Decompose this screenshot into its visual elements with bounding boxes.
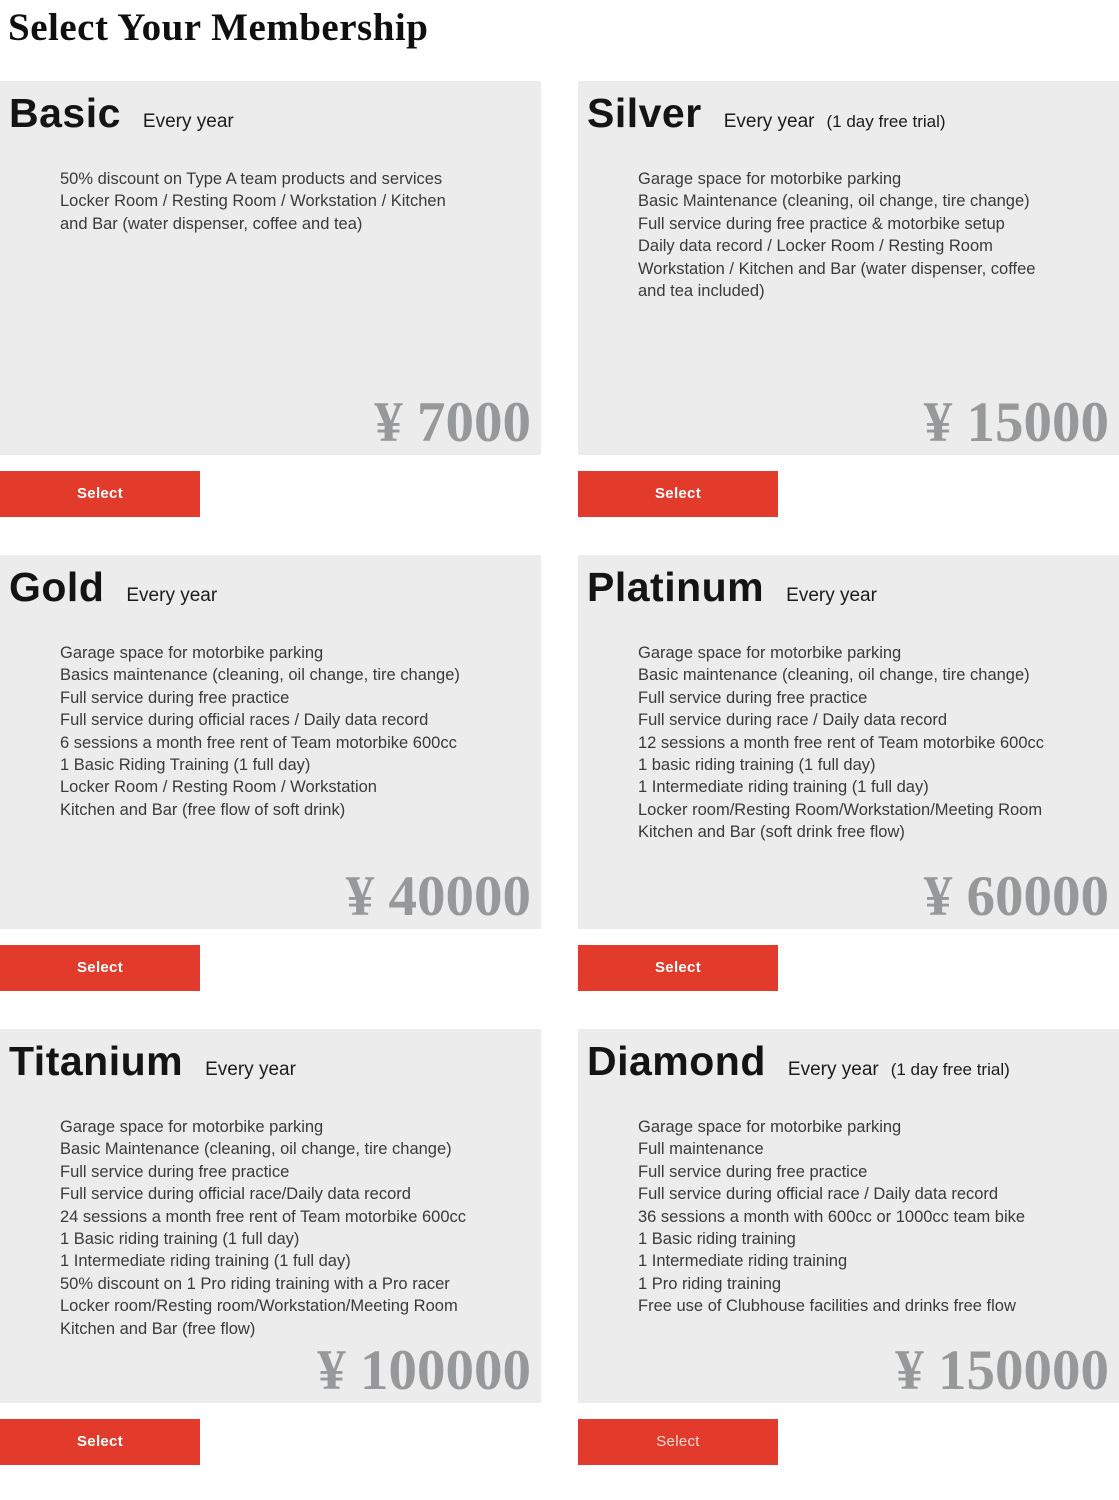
membership-card-basic	[0, 81, 541, 455]
membership-cell-gold	[0, 555, 541, 991]
feature-line: Basics maintenance (cleaning, oil change, tire change)	[60, 666, 460, 685]
feature-line: Garage space for motorbike parking	[638, 1117, 902, 1136]
feature-line: and tea included)	[638, 281, 765, 300]
feature-line: 36 sessions a month with 600cc or 1000cc team bike	[638, 1207, 1026, 1226]
billing-cycle-label: Every year	[786, 584, 877, 606]
card-name: Silver	[587, 89, 702, 136]
feature-line: Full service during race / Daily data record	[638, 711, 948, 730]
feature-line: Locker room/Resting room/Workstation/Meeting Room	[60, 1297, 458, 1316]
membership-cell-basic	[0, 81, 541, 517]
feature-line: Full service during official race / Daily data record	[638, 1185, 999, 1204]
billing-cycle-label: Every year	[723, 110, 815, 132]
price-label-platinum: ¥ 60000	[923, 864, 1109, 928]
feature-list	[0, 168, 541, 235]
feature-line: 24 sessions a month free rent of Team motorbike 600cc	[60, 1207, 466, 1226]
feature-line: Free use of Clubhouse facilities and drinks free flow	[638, 1297, 1016, 1316]
feature-line: Basic Maintenance (cleaning, oil change, tire change)	[60, 1140, 452, 1159]
price-label-diamond: ¥ 150000	[895, 1338, 1109, 1402]
feature-line: Full service during free practice	[638, 688, 868, 707]
price-label-gold: ¥ 40000	[345, 864, 531, 928]
membership-cell-silver	[578, 81, 1119, 517]
card-title-row	[0, 91, 541, 136]
feature-line: Kitchen and Bar (free flow of soft drink)	[60, 800, 346, 819]
feature-line: Garage space for motorbike parking	[638, 643, 902, 662]
feature-list	[578, 168, 1119, 302]
free-trial-label: (1 day free trial)	[826, 111, 946, 131]
feature-line: Full service during free practice	[638, 1162, 868, 1181]
feature-line: Daily data record / Locker Room / Resting Room	[638, 237, 993, 256]
feature-line: 1 Basic Riding Training (1 full day)	[60, 755, 311, 774]
billing-cycle-label: Every year	[787, 1058, 879, 1080]
feature-line: 1 Basic riding training (1 full day)	[60, 1229, 300, 1248]
price-label-titanium: ¥ 100000	[317, 1338, 531, 1402]
card-title-row	[0, 1039, 541, 1084]
feature-line: 6 sessions a month free rent of Team motorbike 600cc	[60, 733, 457, 752]
feature-line: Full maintenance	[638, 1140, 764, 1159]
price-label-basic: ¥ 7000	[374, 390, 531, 454]
card-title-row	[0, 565, 541, 610]
feature-line: 1 Intermediate riding training	[638, 1252, 848, 1271]
feature-line: 12 sessions a month free rent of Team motorbike 600cc	[638, 733, 1044, 752]
billing-cycle-label: Every year	[205, 1058, 296, 1080]
feature-line: Full service during free practice	[60, 688, 290, 707]
feature-line: 50% discount on 1 Pro riding training with a Pro racer	[60, 1274, 450, 1293]
feature-line: Full service during free practice	[60, 1162, 290, 1181]
select-button-silver[interactable]: Select	[578, 471, 778, 517]
feature-line: 50% discount on Type A team products and services	[60, 169, 443, 188]
card-title-row	[578, 565, 1119, 610]
feature-line: Full service during official race/Daily data record	[60, 1185, 411, 1204]
feature-line: Locker room/Resting Room/Workstation/Meeting Room	[638, 800, 1043, 819]
feature-line: Kitchen and Bar (soft drink free flow)	[638, 823, 905, 842]
feature-line: Kitchen and Bar (free flow)	[60, 1319, 256, 1338]
membership-card-platinum	[578, 555, 1119, 929]
price-label-silver: ¥ 15000	[923, 390, 1109, 454]
select-button-gold[interactable]: Select	[0, 945, 200, 991]
feature-line: Locker Room / Resting Room / Workstation / Kitchen	[60, 192, 446, 211]
billing-cycle-label: Every year	[142, 110, 234, 132]
feature-list	[578, 642, 1119, 844]
feature-line: Garage space for motorbike parking	[60, 643, 324, 662]
feature-line: 1 Basic riding training	[638, 1229, 796, 1248]
card-name: Basic	[9, 89, 121, 136]
feature-line: Locker Room / Resting Room / Workstation	[60, 778, 377, 797]
feature-line: Basic maintenance (cleaning, oil change, tire change)	[638, 666, 1030, 685]
card-title-row	[578, 1039, 1119, 1084]
membership-cell-titanium	[0, 1029, 541, 1465]
feature-line: 1 Intermediate riding training (1 full day)	[60, 1252, 351, 1271]
feature-line: Full service during official races / Daily data record	[60, 711, 429, 730]
card-name: Platinum	[587, 563, 765, 610]
billing-cycle-label: Every year	[126, 584, 218, 606]
membership-card-gold	[0, 555, 541, 929]
free-trial-label: (1 day free trial)	[890, 1059, 1010, 1079]
feature-line: 1 Pro riding training	[638, 1274, 782, 1293]
feature-line: Workstation / Kitchen and Bar (water dispenser, coffee	[638, 259, 1036, 278]
feature-list	[0, 1116, 541, 1340]
card-title-row	[578, 91, 1119, 136]
feature-line: Full service during free practice & motorbike setup	[638, 214, 1005, 233]
page-title: Select Your Membership	[8, 6, 429, 49]
membership-card-silver	[578, 81, 1119, 455]
card-name: Titanium	[9, 1037, 184, 1084]
feature-line: 1 basic riding training (1 full day)	[638, 755, 876, 774]
feature-line: and Bar (water dispenser, coffee and tea)	[60, 214, 363, 233]
feature-line: Garage space for motorbike parking	[638, 169, 902, 188]
membership-card-titanium	[0, 1029, 541, 1403]
feature-line: 1 Intermediate riding training (1 full day)	[638, 778, 929, 797]
select-button-basic[interactable]: Select	[0, 471, 200, 517]
feature-line: Basic Maintenance (cleaning, oil change, tire change)	[638, 192, 1030, 211]
feature-list	[578, 1116, 1119, 1318]
select-button-platinum[interactable]: Select	[578, 945, 778, 991]
feature-list	[0, 642, 541, 821]
membership-cell-diamond	[578, 1029, 1119, 1465]
select-button-diamond[interactable]: Select	[578, 1419, 778, 1465]
membership-card-diamond	[578, 1029, 1119, 1403]
membership-grid	[0, 81, 1119, 1465]
select-button-titanium[interactable]: Select	[0, 1419, 200, 1465]
card-name: Diamond	[587, 1037, 766, 1084]
membership-cell-platinum	[578, 555, 1119, 991]
feature-line: Garage space for motorbike parking	[60, 1117, 324, 1136]
card-name: Gold	[9, 563, 105, 610]
